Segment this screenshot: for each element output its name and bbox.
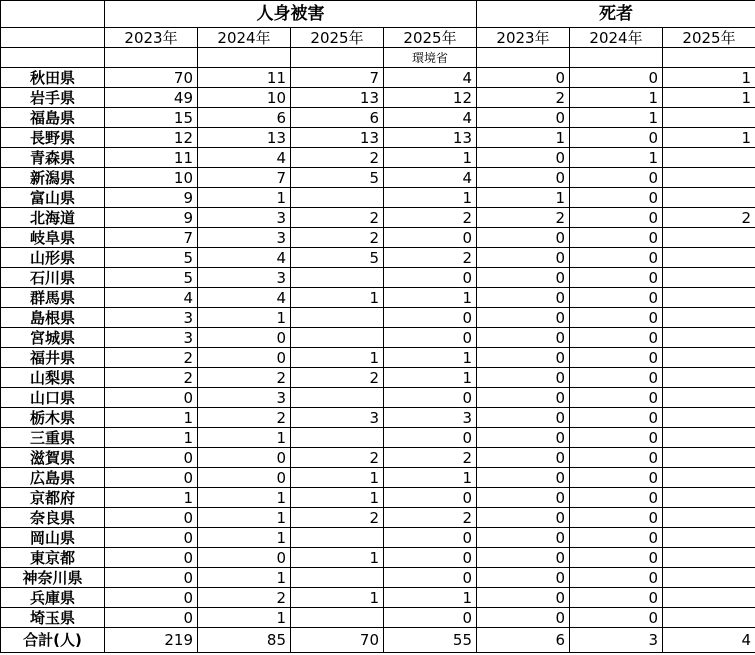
- table-row: [1, 388, 755, 408]
- death-2024-cell: 0: [570, 408, 663, 428]
- table-row: [1, 168, 755, 188]
- injury-2025-env-cell: 1: [384, 348, 477, 368]
- injury-2025-env-cell: 1: [384, 368, 477, 388]
- injury-2023-cell: 0: [105, 508, 198, 528]
- table-row: [1, 108, 755, 128]
- death-2023-cell: 0: [477, 228, 570, 248]
- injury-2023-cell: 70: [105, 68, 198, 88]
- death-2023-cell: 0: [477, 268, 570, 288]
- total-injury-2024: 85: [198, 628, 291, 653]
- injury-2025-env-cell: 0: [384, 388, 477, 408]
- death-2023-cell: 0: [477, 148, 570, 168]
- injury-2025-cell: [291, 308, 384, 328]
- injury-2025-env-cell: 4: [384, 68, 477, 88]
- table-row: [1, 228, 755, 248]
- table-row: [1, 368, 755, 388]
- empty-source-cell: [570, 48, 663, 68]
- injury-2025-cell: 2: [291, 148, 384, 168]
- death-2024-cell: 0: [570, 548, 663, 568]
- table-row: [1, 268, 755, 288]
- death-2024-cell: 0: [570, 128, 663, 148]
- death-2025-cell: [663, 388, 755, 408]
- table-row: [1, 88, 755, 108]
- injury-2023-cell: 5: [105, 268, 198, 288]
- table-row: [1, 528, 755, 548]
- injury-2023-cell: 0: [105, 608, 198, 628]
- table-row: [1, 328, 755, 348]
- death-2023-cell: 0: [477, 308, 570, 328]
- injury-2023-cell: 9: [105, 208, 198, 228]
- injury-2024-cell: 1: [198, 488, 291, 508]
- injury-2025-env-cell: 0: [384, 428, 477, 448]
- death-2025-cell: [663, 608, 755, 628]
- prefecture-name-cell: 山梨県: [1, 368, 105, 388]
- death-2023-cell: 2: [477, 208, 570, 228]
- empty-year-corner: [1, 28, 105, 48]
- death-2024-cell: 1: [570, 148, 663, 168]
- injury-2025-cell: 7: [291, 68, 384, 88]
- death-2025-cell: [663, 468, 755, 488]
- death-2025-cell: [663, 328, 755, 348]
- table-row: [1, 488, 755, 508]
- death-2024-cell: 0: [570, 608, 663, 628]
- source-note-env-ministry: 環境省: [384, 48, 477, 68]
- total-injury-2023: 219: [105, 628, 198, 653]
- death-2023-cell: 0: [477, 488, 570, 508]
- death-2024-cell: 0: [570, 368, 663, 388]
- death-2023-cell: 1: [477, 128, 570, 148]
- prefecture-name-cell: 東京都: [1, 548, 105, 568]
- total-death-2024: 3: [570, 628, 663, 653]
- injury-2025-env-cell: 1: [384, 468, 477, 488]
- injury-2025-cell: 2: [291, 508, 384, 528]
- table-row: [1, 248, 755, 268]
- table-body: [1, 68, 755, 628]
- injury-2023-cell: 3: [105, 308, 198, 328]
- death-2023-cell: 0: [477, 288, 570, 308]
- injury-2025-cell: [291, 608, 384, 628]
- death-2025-cell: [663, 188, 755, 208]
- prefecture-name-cell: 埼玉県: [1, 608, 105, 628]
- injury-2025-cell: 1: [291, 588, 384, 608]
- injury-2025-env-cell: 3: [384, 408, 477, 428]
- death-2024-cell: 0: [570, 468, 663, 488]
- table-row: [1, 68, 755, 88]
- death-2024-cell: 0: [570, 488, 663, 508]
- death-2025-cell: [663, 148, 755, 168]
- prefecture-name-cell: 島根県: [1, 308, 105, 328]
- death-2024-cell: 0: [570, 188, 663, 208]
- injury-2024-cell: 1: [198, 308, 291, 328]
- injury-2025-cell: 6: [291, 108, 384, 128]
- death-2023-cell: 0: [477, 548, 570, 568]
- prefecture-name-cell: 奈良県: [1, 508, 105, 528]
- death-2024-cell: 0: [570, 168, 663, 188]
- death-2023-cell: 0: [477, 468, 570, 488]
- total-injury-2025: 70: [291, 628, 384, 653]
- injury-2024-cell: 0: [198, 348, 291, 368]
- empty-source-cell: [663, 48, 755, 68]
- injury-2025-cell: 1: [291, 548, 384, 568]
- death-2024-cell: 0: [570, 228, 663, 248]
- death-2023-cell: 0: [477, 428, 570, 448]
- injury-2025-cell: [291, 188, 384, 208]
- source-note-row: [1, 48, 755, 68]
- table-row: [1, 508, 755, 528]
- death-2024-cell: 0: [570, 248, 663, 268]
- injury-2024-cell: 0: [198, 448, 291, 468]
- death-2025-cell: 1: [663, 88, 755, 108]
- table-row: [1, 208, 755, 228]
- injury-2025-env-cell: 0: [384, 228, 477, 248]
- injury-2025-cell: [291, 428, 384, 448]
- injury-2025-cell: 5: [291, 248, 384, 268]
- prefecture-name-cell: 福井県: [1, 348, 105, 368]
- death-2025-cell: [663, 268, 755, 288]
- death-2023-cell: 0: [477, 248, 570, 268]
- table-row: [1, 568, 755, 588]
- table-row: [1, 448, 755, 468]
- death-2024-cell: 0: [570, 308, 663, 328]
- injury-2025-cell: [291, 268, 384, 288]
- injury-2023-cell: 1: [105, 428, 198, 448]
- injury-2025-cell: 2: [291, 368, 384, 388]
- injury-2025-env-cell: 4: [384, 108, 477, 128]
- empty-source-cell: [291, 48, 384, 68]
- total-injury-2025-env: 55: [384, 628, 477, 653]
- table-row: [1, 308, 755, 328]
- injury-2025-env-cell: 1: [384, 148, 477, 168]
- prefecture-name-cell: 北海道: [1, 208, 105, 228]
- death-2023-cell: 0: [477, 588, 570, 608]
- injury-2023-cell: 2: [105, 348, 198, 368]
- death-2025-cell: [663, 368, 755, 388]
- table-row: [1, 608, 755, 628]
- prefecture-name-cell: 京都府: [1, 488, 105, 508]
- injury-2024-cell: 1: [198, 608, 291, 628]
- table-row: [1, 548, 755, 568]
- death-2024-cell: 0: [570, 208, 663, 228]
- death-2025-cell: [663, 568, 755, 588]
- death-2024-cell: 0: [570, 388, 663, 408]
- prefecture-name-cell: 青森県: [1, 148, 105, 168]
- injury-2025-cell: 1: [291, 288, 384, 308]
- injury-2023-cell: 10: [105, 168, 198, 188]
- death-2025-cell: 2: [663, 208, 755, 228]
- injury-2023-cell: 0: [105, 528, 198, 548]
- year-header-death-2025: 2025年: [663, 28, 755, 48]
- death-2025-cell: 1: [663, 68, 755, 88]
- death-2025-cell: [663, 528, 755, 548]
- prefecture-name-cell: 岩手県: [1, 88, 105, 108]
- death-2024-cell: 0: [570, 568, 663, 588]
- death-2025-cell: [663, 228, 755, 248]
- injury-2025-env-cell: 2: [384, 448, 477, 468]
- prefecture-name-cell: 群馬県: [1, 288, 105, 308]
- prefecture-name-cell: 三重県: [1, 428, 105, 448]
- injury-2024-cell: 1: [198, 188, 291, 208]
- death-group-header: 死者: [477, 1, 755, 28]
- injury-2023-cell: 0: [105, 568, 198, 588]
- year-header-injury-2023: 2023年: [105, 28, 198, 48]
- table-row: [1, 128, 755, 148]
- death-2023-cell: 0: [477, 348, 570, 368]
- injury-2023-cell: 15: [105, 108, 198, 128]
- empty-corner-cell: [1, 1, 105, 28]
- injury-2023-cell: 1: [105, 408, 198, 428]
- prefecture-name-cell: 新潟県: [1, 168, 105, 188]
- prefecture-name-cell: 岡山県: [1, 528, 105, 548]
- empty-source-cell: [477, 48, 570, 68]
- injury-2023-cell: 49: [105, 88, 198, 108]
- death-2025-cell: [663, 288, 755, 308]
- injury-2024-cell: 4: [198, 288, 291, 308]
- empty-source-cell: [198, 48, 291, 68]
- injury-2023-cell: 5: [105, 248, 198, 268]
- injury-2024-cell: 7: [198, 168, 291, 188]
- death-2023-cell: 0: [477, 448, 570, 468]
- death-2024-cell: 0: [570, 508, 663, 528]
- injury-2024-cell: 4: [198, 248, 291, 268]
- year-header-injury-2024: 2024年: [198, 28, 291, 48]
- injury-2024-cell: 0: [198, 328, 291, 348]
- death-2025-cell: 1: [663, 128, 755, 148]
- total-death-2025: 4: [663, 628, 755, 653]
- injury-2025-env-cell: 2: [384, 208, 477, 228]
- table-row: [1, 408, 755, 428]
- injury-group-header: 人身被害: [105, 1, 477, 28]
- prefecture-name-cell: 宮城県: [1, 328, 105, 348]
- death-2024-cell: 0: [570, 448, 663, 468]
- death-2023-cell: 0: [477, 568, 570, 588]
- death-2025-cell: [663, 308, 755, 328]
- injury-2025-cell: 3: [291, 408, 384, 428]
- death-2023-cell: 0: [477, 528, 570, 548]
- table-row: [1, 428, 755, 448]
- death-2025-cell: [663, 428, 755, 448]
- injury-2023-cell: 11: [105, 148, 198, 168]
- injury-2025-cell: 1: [291, 488, 384, 508]
- injury-2025-cell: [291, 328, 384, 348]
- injury-2024-cell: 2: [198, 368, 291, 388]
- injury-2025-cell: 13: [291, 128, 384, 148]
- table-row: [1, 188, 755, 208]
- death-2025-cell: [663, 248, 755, 268]
- death-2023-cell: 2: [477, 88, 570, 108]
- injury-2024-cell: 2: [198, 408, 291, 428]
- injury-2025-cell: 1: [291, 468, 384, 488]
- table-row: [1, 468, 755, 488]
- total-row: [1, 628, 755, 653]
- injury-2025-env-cell: 1: [384, 188, 477, 208]
- injury-2024-cell: 3: [198, 228, 291, 248]
- injury-2025-env-cell: 0: [384, 548, 477, 568]
- prefecture-name-cell: 富山県: [1, 188, 105, 208]
- injury-2023-cell: 4: [105, 288, 198, 308]
- table-row: [1, 148, 755, 168]
- year-header-injury-2025: 2025年: [291, 28, 384, 48]
- injury-2024-cell: 3: [198, 388, 291, 408]
- death-2024-cell: 0: [570, 428, 663, 448]
- table-row: [1, 588, 755, 608]
- injury-2025-env-cell: 0: [384, 488, 477, 508]
- injury-2025-cell: [291, 388, 384, 408]
- prefecture-name-cell: 石川県: [1, 268, 105, 288]
- death-2023-cell: 0: [477, 388, 570, 408]
- injury-2024-cell: 10: [198, 88, 291, 108]
- total-death-2023: 6: [477, 628, 570, 653]
- empty-source-cell: [1, 48, 105, 68]
- injury-2024-cell: 1: [198, 428, 291, 448]
- table-row: [1, 288, 755, 308]
- injury-2025-cell: 5: [291, 168, 384, 188]
- injury-2023-cell: 0: [105, 448, 198, 468]
- death-2025-cell: [663, 348, 755, 368]
- total-label: 合計(人): [1, 628, 105, 653]
- injury-2025-cell: 2: [291, 448, 384, 468]
- prefecture-name-cell: 福島県: [1, 108, 105, 128]
- death-2023-cell: 0: [477, 608, 570, 628]
- injury-2023-cell: 1: [105, 488, 198, 508]
- injury-2025-cell: 13: [291, 88, 384, 108]
- death-2025-cell: [663, 548, 755, 568]
- injury-2024-cell: 13: [198, 128, 291, 148]
- injury-2025-env-cell: 2: [384, 248, 477, 268]
- injury-2023-cell: 0: [105, 588, 198, 608]
- injury-2024-cell: 11: [198, 68, 291, 88]
- injury-2023-cell: 2: [105, 368, 198, 388]
- injury-2025-env-cell: 2: [384, 508, 477, 528]
- prefecture-name-cell: 広島県: [1, 468, 105, 488]
- death-2024-cell: 1: [570, 88, 663, 108]
- year-header-death-2023: 2023年: [477, 28, 570, 48]
- injury-2025-env-cell: 0: [384, 328, 477, 348]
- injury-2023-cell: 3: [105, 328, 198, 348]
- injury-2025-env-cell: 0: [384, 268, 477, 288]
- injury-2025-env-cell: 0: [384, 608, 477, 628]
- prefecture-name-cell: 神奈川県: [1, 568, 105, 588]
- injury-2025-env-cell: 12: [384, 88, 477, 108]
- injury-2023-cell: 0: [105, 548, 198, 568]
- injury-2025-env-cell: 1: [384, 288, 477, 308]
- injury-2024-cell: 1: [198, 508, 291, 528]
- injury-2025-env-cell: 0: [384, 568, 477, 588]
- injury-2024-cell: 1: [198, 528, 291, 548]
- injury-2025-env-cell: 0: [384, 528, 477, 548]
- injury-2025-cell: 2: [291, 208, 384, 228]
- injury-2023-cell: 9: [105, 188, 198, 208]
- injury-2024-cell: 3: [198, 208, 291, 228]
- injury-2024-cell: 6: [198, 108, 291, 128]
- injury-2024-cell: 0: [198, 548, 291, 568]
- death-2024-cell: 0: [570, 328, 663, 348]
- table-row: [1, 348, 755, 368]
- prefecture-name-cell: 兵庫県: [1, 588, 105, 608]
- prefecture-name-cell: 山形県: [1, 248, 105, 268]
- group-header-row: [1, 1, 755, 28]
- year-header-death-2024: 2024年: [570, 28, 663, 48]
- death-2025-cell: [663, 408, 755, 428]
- death-2025-cell: [663, 168, 755, 188]
- injury-2025-env-cell: 0: [384, 308, 477, 328]
- injury-2025-env-cell: 1: [384, 588, 477, 608]
- death-2024-cell: 0: [570, 288, 663, 308]
- prefecture-name-cell: 秋田県: [1, 68, 105, 88]
- year-header-row: [1, 28, 755, 48]
- death-2025-cell: [663, 448, 755, 468]
- death-2023-cell: 0: [477, 328, 570, 348]
- death-2024-cell: 0: [570, 348, 663, 368]
- death-2025-cell: [663, 108, 755, 128]
- death-2024-cell: 0: [570, 68, 663, 88]
- death-2023-cell: 0: [477, 408, 570, 428]
- death-2024-cell: 0: [570, 528, 663, 548]
- injury-2025-env-cell: 4: [384, 168, 477, 188]
- death-2024-cell: 0: [570, 268, 663, 288]
- death-2024-cell: 0: [570, 588, 663, 608]
- death-2023-cell: 0: [477, 168, 570, 188]
- death-2023-cell: 0: [477, 68, 570, 88]
- injury-2024-cell: 1: [198, 568, 291, 588]
- death-2025-cell: [663, 488, 755, 508]
- injury-2023-cell: 0: [105, 388, 198, 408]
- death-2023-cell: 0: [477, 368, 570, 388]
- injury-2025-cell: [291, 528, 384, 548]
- death-2023-cell: 1: [477, 188, 570, 208]
- death-2025-cell: [663, 508, 755, 528]
- year-header-injury-2025-env: 2025年: [384, 28, 477, 48]
- prefecture-name-cell: 長野県: [1, 128, 105, 148]
- injury-2025-cell: 1: [291, 348, 384, 368]
- injury-2025-cell: 2: [291, 228, 384, 248]
- prefecture-name-cell: 山口県: [1, 388, 105, 408]
- injury-2023-cell: 0: [105, 468, 198, 488]
- prefecture-name-cell: 岐阜県: [1, 228, 105, 248]
- injury-2023-cell: 12: [105, 128, 198, 148]
- prefecture-name-cell: 滋賀県: [1, 448, 105, 468]
- injury-2024-cell: 3: [198, 268, 291, 288]
- death-2025-cell: [663, 588, 755, 608]
- injury-2023-cell: 7: [105, 228, 198, 248]
- injury-2024-cell: 4: [198, 148, 291, 168]
- empty-source-cell: [105, 48, 198, 68]
- injury-2025-cell: [291, 568, 384, 588]
- death-2023-cell: 0: [477, 108, 570, 128]
- injury-2025-env-cell: 13: [384, 128, 477, 148]
- injury-2024-cell: 0: [198, 468, 291, 488]
- prefecture-name-cell: 栃木県: [1, 408, 105, 428]
- death-2023-cell: 0: [477, 508, 570, 528]
- death-2024-cell: 1: [570, 108, 663, 128]
- injury-2024-cell: 2: [198, 588, 291, 608]
